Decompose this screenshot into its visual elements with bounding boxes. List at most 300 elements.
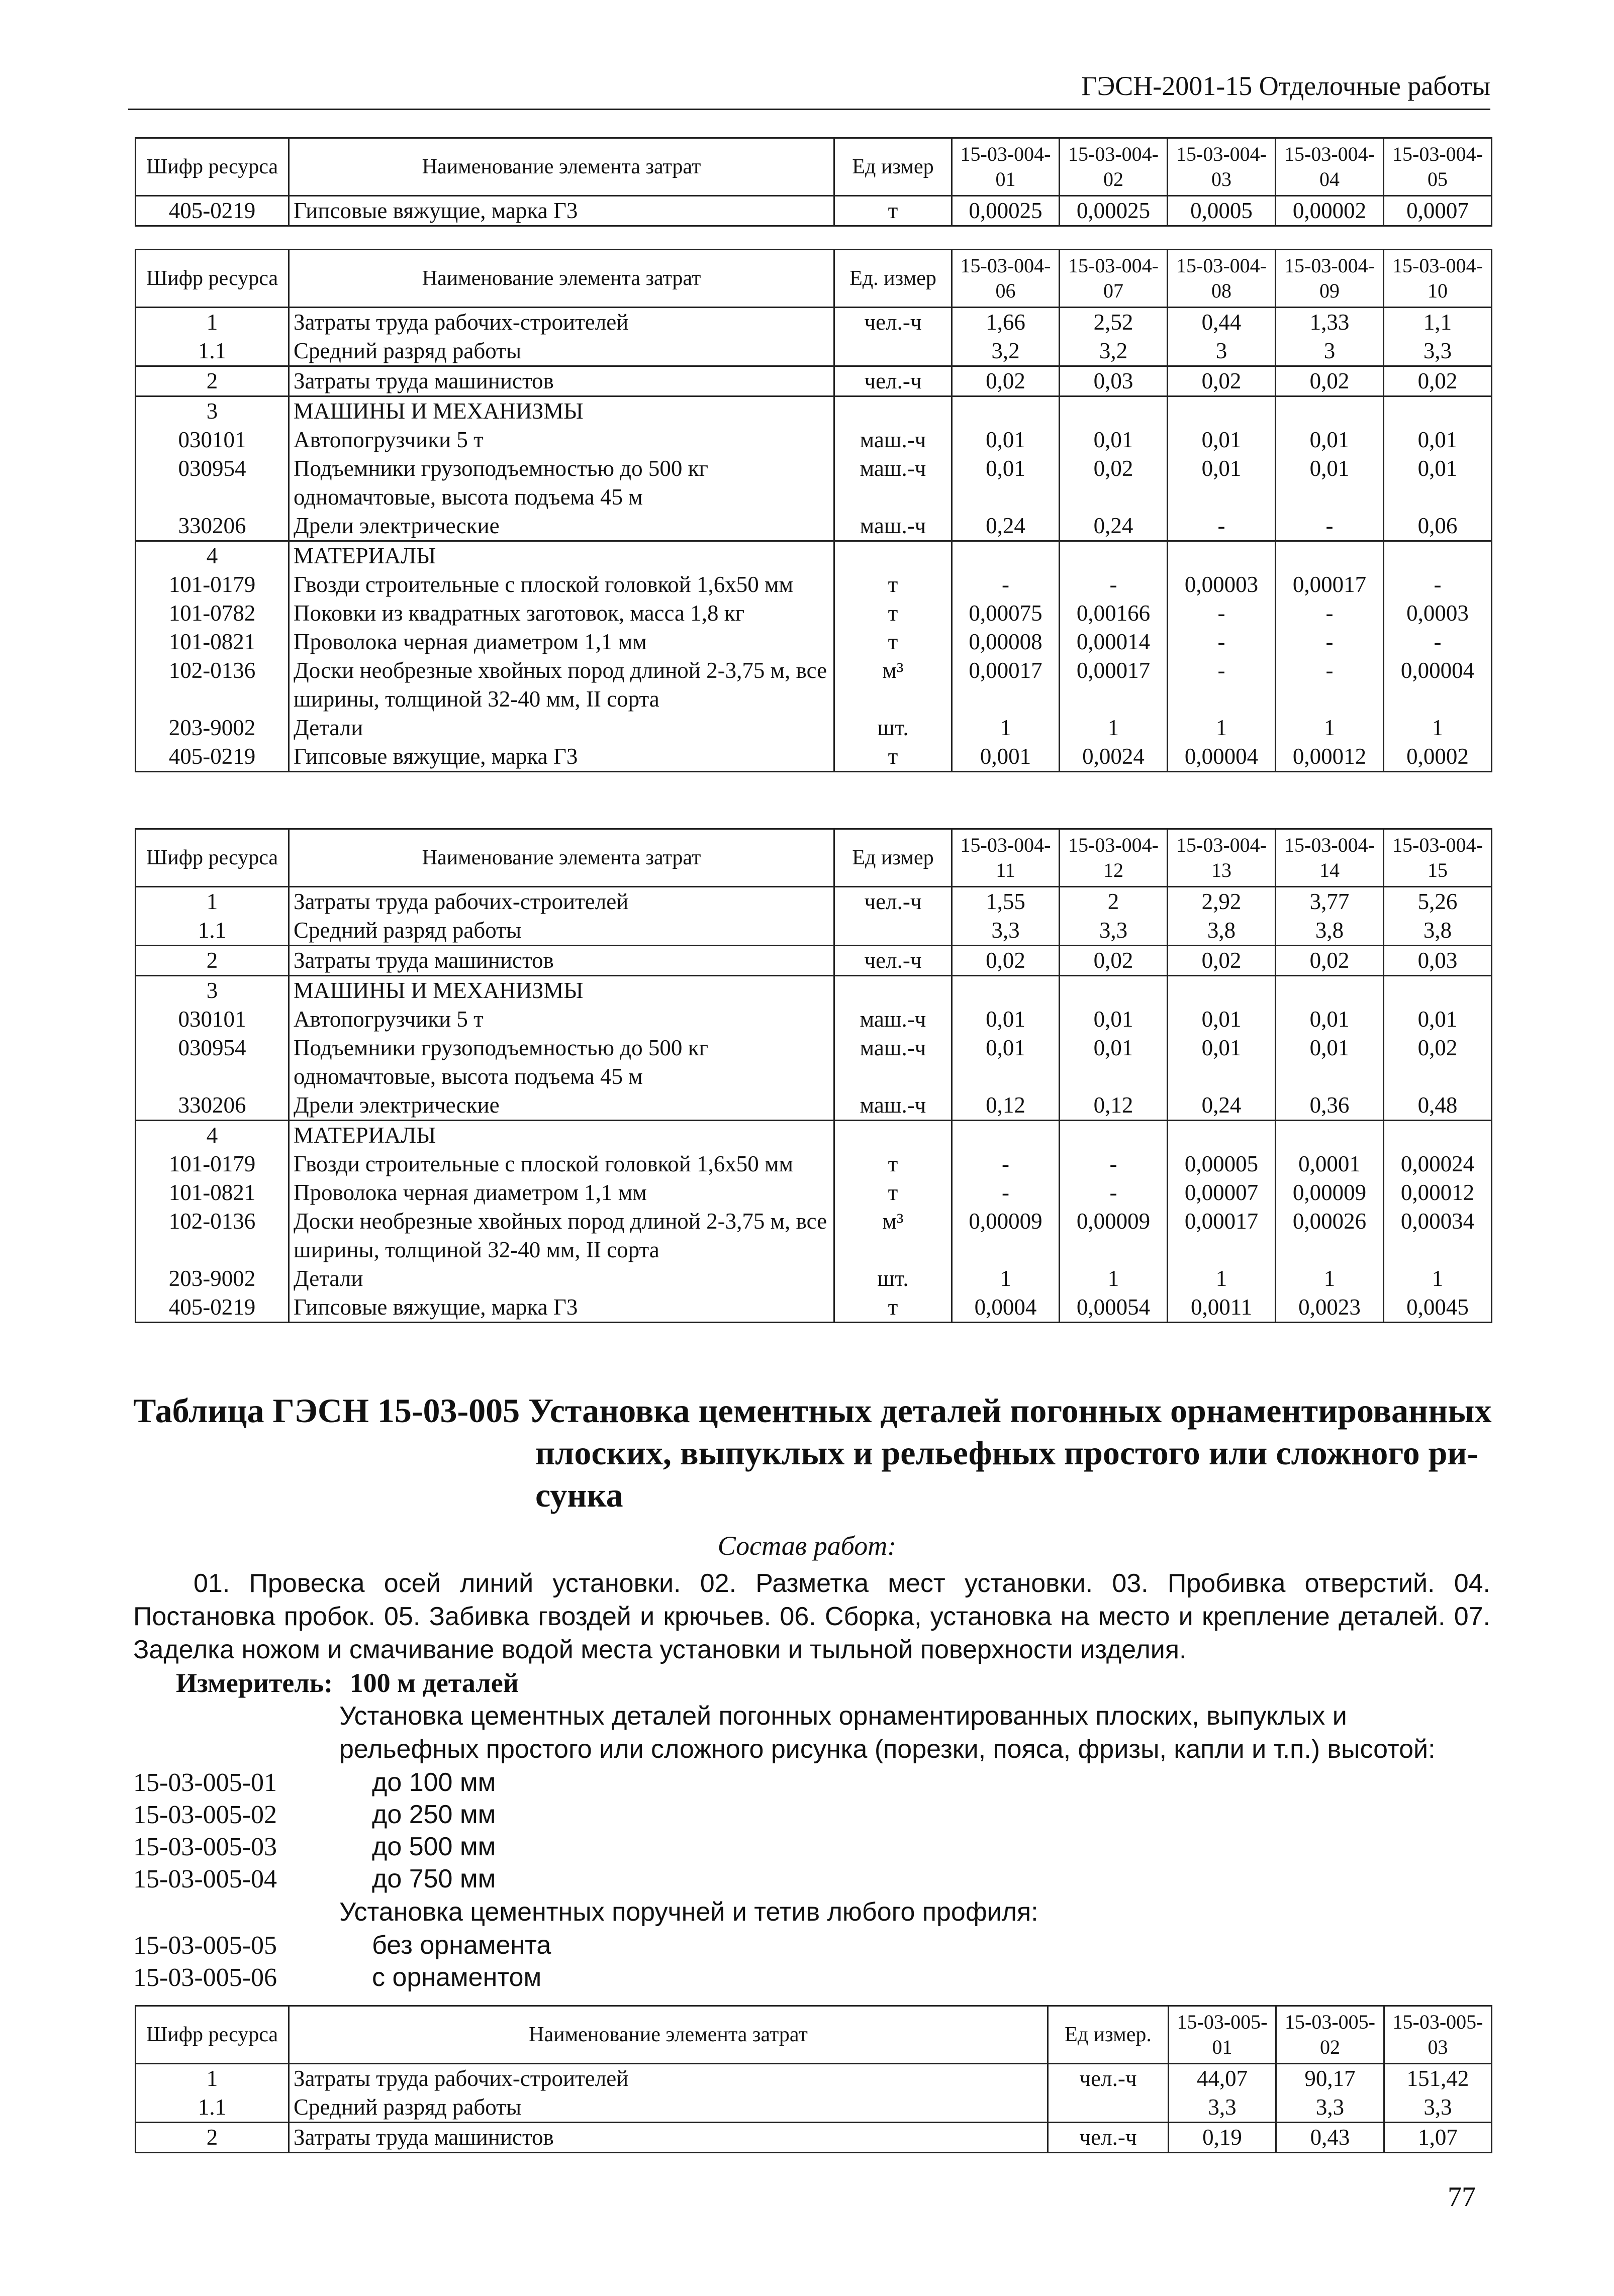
table-row (136, 656, 1492, 714)
row-value: 2,92 (1168, 887, 1276, 917)
row-value: 0,01 (1168, 426, 1276, 454)
header-code: Шифр ресурса (136, 2006, 289, 2064)
table-row (136, 308, 1492, 337)
row-value: 2 (1060, 887, 1168, 917)
header-column-code: 15-03-004-06 (952, 250, 1060, 308)
row-unit: т (834, 570, 952, 599)
row-value: 0,03 (1384, 946, 1492, 976)
table-header-row (136, 138, 1492, 196)
row-value: 3,2 (1060, 337, 1168, 366)
row-value (952, 1121, 1060, 1150)
row-value: 0,00017 (1276, 570, 1384, 599)
row-value (1384, 396, 1492, 426)
row-value: 1 (1276, 1264, 1384, 1293)
table-header-row (136, 250, 1492, 308)
row-name: Затраты труда машинистов (289, 2123, 1048, 2153)
table-row (136, 2093, 1492, 2123)
table-row (136, 541, 1492, 571)
header-column-code: 15-03-004-05 (1384, 138, 1492, 196)
row-name: Поковки из квадратных заготовок, масса 1,8 кг (289, 599, 834, 628)
row-name: МАТЕРИАЛЫ (289, 1121, 834, 1150)
row-name: Подъемники грузоподъемностью до 500 кг одномачтовые, высота подъема 45 м (289, 454, 834, 512)
row-value: 3,3 (1384, 2093, 1492, 2123)
row-value: 0,01 (952, 1005, 1060, 1034)
table-row (136, 454, 1492, 512)
row-value: 1,66 (952, 308, 1060, 337)
header-name: Наименование элемента затрат (289, 138, 834, 196)
row-code: 1 (136, 887, 289, 917)
row-value: 0,02 (1276, 946, 1384, 976)
row-code: 102-0136 (136, 656, 289, 714)
row-value: - (1276, 512, 1384, 541)
row-value: 3,3 (1060, 916, 1168, 946)
row-unit (834, 916, 952, 946)
list-item (133, 1961, 887, 1994)
row-value: 0,03 (1060, 366, 1168, 396)
row-value: 0,0023 (1276, 1293, 1384, 1323)
row-value (1060, 396, 1168, 426)
table-row (136, 2123, 1492, 2153)
row-name: Гвозди строительные с плоской головкой 1,6х50 мм (289, 1150, 834, 1178)
row-unit: маш.-ч (834, 426, 952, 454)
row-code: 203-9002 (136, 714, 289, 742)
row-name: Детали (289, 1264, 834, 1293)
item-code: 15-03-005-01 (133, 1768, 277, 1797)
row-unit: т (834, 1150, 952, 1178)
row-value: 0,43 (1276, 2123, 1384, 2153)
table-row (136, 1150, 1492, 1178)
row-unit: маш.-ч (834, 512, 952, 541)
row-value: 0,001 (952, 742, 1060, 772)
caption-line-1: Таблица ГЭСН 15-03-005 Установка цементных деталей погонных орнаментированных (133, 1391, 1492, 1430)
row-value: - (1276, 599, 1384, 628)
table-row (136, 916, 1492, 946)
item-code: 15-03-005-05 (133, 1931, 277, 1960)
row-value: 0,00017 (952, 656, 1060, 714)
row-unit: маш.-ч (834, 1005, 952, 1034)
row-value: 1 (1060, 1264, 1168, 1293)
row-code: 2 (136, 2123, 289, 2153)
row-code: 030101 (136, 426, 289, 454)
row-value: 0,02 (1384, 366, 1492, 396)
table-row (136, 1207, 1492, 1264)
header-column-code: 15-03-005-03 (1384, 2006, 1492, 2064)
row-name: Подъемники грузоподъемностью до 500 кг одномачтовые, высота подъема 45 м (289, 1034, 834, 1091)
row-value: 0,36 (1276, 1091, 1384, 1121)
row-unit: чел.-ч (1048, 2123, 1169, 2153)
table-row (136, 1034, 1492, 1091)
row-value (1276, 976, 1384, 1006)
row-value: 0,01 (1060, 1034, 1168, 1091)
row-unit: т (834, 742, 952, 772)
row-unit: т (834, 1293, 952, 1323)
header-column-code: 15-03-004-12 (1060, 829, 1168, 887)
row-value: 90,17 (1276, 2064, 1384, 2093)
row-unit: маш.-ч (834, 454, 952, 512)
caption-line-2: плоских, выпуклых и рельефных простого или сложного ри- (535, 1434, 1479, 1472)
row-value: 0,00017 (1060, 656, 1168, 714)
measure-line (176, 1667, 519, 1699)
row-value: 1 (1060, 714, 1168, 742)
row-value: 0,02 (1384, 1034, 1492, 1091)
table-row (136, 426, 1492, 454)
row-value: 0,01 (1384, 1005, 1492, 1034)
row-unit: чел.-ч (1048, 2064, 1169, 2093)
table-row (136, 196, 1492, 226)
row-value: 44,07 (1169, 2064, 1276, 2093)
row-value: 1,1 (1384, 308, 1492, 337)
row-value: - (1276, 656, 1384, 714)
table-row (136, 714, 1492, 742)
row-name: Доски необрезные хвойных пород длиной 2-3,75 м, все ширины, толщиной 32-40 мм, II сорта (289, 1207, 834, 1264)
row-value: 0,00026 (1276, 1207, 1384, 1264)
row-code: 405-0219 (136, 1293, 289, 1323)
row-value (1276, 541, 1384, 571)
row-value: - (1060, 570, 1168, 599)
row-name: Дрели электрические (289, 512, 834, 541)
header-column-code: 15-03-004-08 (1168, 250, 1276, 308)
row-value (952, 396, 1060, 426)
row-value: 0,00007 (1168, 1178, 1276, 1207)
page-number: 77 (1448, 2181, 1476, 2213)
row-code: 2 (136, 946, 289, 976)
row-unit: чел.-ч (834, 308, 952, 337)
row-value: 0,01 (1060, 426, 1168, 454)
row-value: - (1060, 1178, 1168, 1207)
row-value: 0,00009 (1276, 1178, 1384, 1207)
row-name: Автопогрузчики 5 т (289, 1005, 834, 1034)
row-name: Гипсовые вяжущие, марка Г3 (289, 742, 834, 772)
row-value: 0,0024 (1060, 742, 1168, 772)
table-row (136, 1091, 1492, 1121)
row-value (952, 541, 1060, 571)
row-value: 0,0005 (1168, 196, 1276, 226)
row-value: 3,8 (1276, 916, 1384, 946)
list-item (133, 1798, 887, 1832)
table-row (136, 1178, 1492, 1207)
item-text: до 500 мм (372, 1832, 496, 1861)
list-item (133, 1830, 887, 1864)
row-value (1168, 541, 1276, 571)
row-value: 1 (1384, 1264, 1492, 1293)
row-unit: м³ (834, 656, 952, 714)
row-value: - (1060, 1150, 1168, 1178)
row-unit (834, 337, 952, 366)
row-value: 3,3 (1169, 2093, 1276, 2123)
item-code: 15-03-005-06 (133, 1963, 277, 1992)
row-code: 101-0179 (136, 1150, 289, 1178)
row-value (1060, 976, 1168, 1006)
row-value (1384, 1121, 1492, 1150)
header-column-code: 15-03-004-10 (1384, 250, 1492, 308)
item-text: до 250 мм (372, 1800, 496, 1829)
table-row (136, 976, 1492, 1006)
row-value: 0,02 (1060, 454, 1168, 512)
row-value: - (1168, 628, 1276, 656)
row-value: 0,0003 (1384, 599, 1492, 628)
row-unit (834, 1121, 952, 1150)
row-value: 2,52 (1060, 308, 1168, 337)
row-value: 0,00005 (1168, 1150, 1276, 1178)
row-code: 101-0179 (136, 570, 289, 599)
row-code: 101-0821 (136, 628, 289, 656)
row-unit: т (834, 196, 952, 226)
item-text: с орнаментом (372, 1963, 542, 1992)
row-value: 1 (952, 1264, 1060, 1293)
row-code: 3 (136, 396, 289, 426)
row-name: Затраты труда рабочих-строителей (289, 2064, 1048, 2093)
table-header-row (136, 829, 1492, 887)
row-value: 3 (1276, 337, 1384, 366)
row-value: 0,01 (1384, 454, 1492, 512)
row-value: 0,12 (1060, 1091, 1168, 1121)
header-code: Шифр ресурса (136, 138, 289, 196)
item-text: без орнамента (372, 1931, 551, 1960)
row-value: 3,77 (1276, 887, 1384, 917)
header-unit: Ед измер (834, 829, 952, 887)
row-name: Проволока черная диаметром 1,1 мм (289, 628, 834, 656)
row-unit: т (834, 1178, 952, 1207)
row-code: 2 (136, 366, 289, 396)
header-column-code: 15-03-004-03 (1168, 138, 1276, 196)
row-value: 0,01 (1168, 1034, 1276, 1091)
table-row (136, 946, 1492, 976)
table-row (136, 2064, 1492, 2093)
row-value: - (1168, 599, 1276, 628)
row-value: 1 (1168, 1264, 1276, 1293)
row-code: 405-0219 (136, 742, 289, 772)
item-text: до 100 мм (372, 1768, 496, 1797)
header-column-code: 15-03-004-04 (1276, 138, 1384, 196)
row-value: - (952, 1178, 1060, 1207)
header-column-code: 15-03-005-02 (1276, 2006, 1384, 2064)
row-value: 0,00054 (1060, 1293, 1168, 1323)
row-value: 3,8 (1168, 916, 1276, 946)
header-column-code: 15-03-004-01 (952, 138, 1060, 196)
list-item (133, 1862, 887, 1896)
row-name: Автопогрузчики 5 т (289, 426, 834, 454)
item-code: 15-03-005-04 (133, 1865, 277, 1893)
header-column-code: 15-03-005-01 (1169, 2006, 1276, 2064)
row-name: Затраты труда рабочих-строителей (289, 887, 834, 917)
row-value: 0,0007 (1384, 196, 1492, 226)
table-row (136, 1121, 1492, 1150)
row-value: 0,00003 (1168, 570, 1276, 599)
row-code: 3 (136, 976, 289, 1006)
row-value: 0,02 (952, 366, 1060, 396)
row-unit: м³ (834, 1207, 952, 1264)
row-name: Дрели электрические (289, 1091, 834, 1121)
row-value: 0,01 (952, 426, 1060, 454)
resource-table-005-01-03 (135, 2005, 1492, 2153)
measure-value: 100 м деталей (349, 1668, 519, 1698)
row-name: МАШИНЫ И МЕХАНИЗМЫ (289, 396, 834, 426)
row-value: 0,00004 (1384, 656, 1492, 714)
header-column-code: 15-03-004-15 (1384, 829, 1492, 887)
row-value: 3,3 (1276, 2093, 1384, 2123)
row-unit (1048, 2093, 1169, 2123)
row-value: 0,02 (1168, 366, 1276, 396)
caption-line-3: сунка (535, 1476, 623, 1514)
row-name: Гипсовые вяжущие, марка Г3 (289, 1293, 834, 1323)
row-value: 1 (1276, 714, 1384, 742)
resource-table-004-01-05 (135, 137, 1492, 227)
row-value: 0,24 (1060, 512, 1168, 541)
row-value: 0,01 (1276, 1034, 1384, 1091)
row-unit: т (834, 628, 952, 656)
row-value: 0,00012 (1276, 742, 1384, 772)
header-column-code: 15-03-004-11 (952, 829, 1060, 887)
row-value: 0,12 (952, 1091, 1060, 1121)
row-value: 0,01 (952, 1034, 1060, 1091)
row-unit: чел.-ч (834, 887, 952, 917)
row-value: 0,24 (952, 512, 1060, 541)
row-unit: шт. (834, 714, 952, 742)
row-unit: шт. (834, 1264, 952, 1293)
row-value: 3 (1168, 337, 1276, 366)
row-value: - (952, 1150, 1060, 1178)
row-value: - (1168, 512, 1276, 541)
resource-table-004-11-15 (135, 828, 1492, 1323)
row-value: 0,01 (1384, 426, 1492, 454)
row-code: 030101 (136, 1005, 289, 1034)
row-name: Затраты труда машинистов (289, 366, 834, 396)
row-value: 0,00004 (1168, 742, 1276, 772)
row-code: 102-0136 (136, 1207, 289, 1264)
row-value: 0,01 (1060, 1005, 1168, 1034)
row-value: 0,0011 (1168, 1293, 1276, 1323)
row-value: 0,02 (952, 946, 1060, 976)
row-value (1060, 1121, 1168, 1150)
header-name: Наименование элемента затрат (289, 2006, 1048, 2064)
header-column-code: 15-03-004-14 (1276, 829, 1384, 887)
row-value: 1 (1384, 714, 1492, 742)
row-code: 203-9002 (136, 1264, 289, 1293)
table-row (136, 887, 1492, 917)
row-code: 1.1 (136, 337, 289, 366)
row-value: 151,42 (1384, 2064, 1492, 2093)
row-unit: чел.-ч (834, 946, 952, 976)
row-code: 030954 (136, 1034, 289, 1091)
row-value: 3,3 (952, 916, 1060, 946)
row-value (1276, 1121, 1384, 1150)
row-name: Затраты труда машинистов (289, 946, 834, 976)
row-unit: т (834, 599, 952, 628)
row-value (1276, 396, 1384, 426)
table-row (136, 396, 1492, 426)
row-value: 0,00017 (1168, 1207, 1276, 1264)
row-code: 330206 (136, 512, 289, 541)
row-value: - (952, 570, 1060, 599)
row-code: 330206 (136, 1091, 289, 1121)
row-name: Средний разряд работы (289, 916, 834, 946)
list-item (133, 1929, 887, 1962)
row-value: 0,00009 (952, 1207, 1060, 1264)
row-unit (834, 976, 952, 1006)
row-value: 0,06 (1384, 512, 1492, 541)
row-value (1060, 541, 1168, 571)
row-code: 4 (136, 541, 289, 571)
table-header-row (136, 2006, 1492, 2064)
item-code: 15-03-005-03 (133, 1833, 277, 1861)
header-code: Шифр ресурса (136, 250, 289, 308)
row-value: 0,19 (1169, 2123, 1276, 2153)
row-name: Гипсовые вяжущие, марка Г3 (289, 196, 834, 226)
row-value: 0,00012 (1384, 1178, 1492, 1207)
row-code: 1 (136, 308, 289, 337)
row-code: 101-0821 (136, 1178, 289, 1207)
row-value: 3,3 (1384, 337, 1492, 366)
row-value: 0,00075 (952, 599, 1060, 628)
row-value: 0,00008 (952, 628, 1060, 656)
row-value: 0,02 (1060, 946, 1168, 976)
row-value (1384, 541, 1492, 571)
item-text: до 750 мм (372, 1864, 496, 1893)
row-value: - (1168, 656, 1276, 714)
item-code: 15-03-005-02 (133, 1801, 277, 1829)
row-unit: маш.-ч (834, 1034, 952, 1091)
row-name: Средний разряд работы (289, 337, 834, 366)
table-row (136, 599, 1492, 628)
row-value: - (1384, 628, 1492, 656)
header-name: Наименование элемента затрат (289, 250, 834, 308)
row-code: 101-0782 (136, 599, 289, 628)
row-unit: маш.-ч (834, 1091, 952, 1121)
row-value: 0,00002 (1276, 196, 1384, 226)
header-column-code: 15-03-004-13 (1168, 829, 1276, 887)
row-name: Затраты труда рабочих-строителей (289, 308, 834, 337)
table-row (136, 742, 1492, 772)
row-value: 0,0001 (1276, 1150, 1384, 1178)
row-value: 1 (1168, 714, 1276, 742)
row-value: 0,02 (1276, 366, 1384, 396)
row-value: 0,00024 (1384, 1150, 1492, 1178)
row-value: - (1276, 628, 1384, 656)
row-unit: чел.-ч (834, 366, 952, 396)
row-value: 3,8 (1384, 916, 1492, 946)
row-code: 1 (136, 2064, 289, 2093)
row-value: 0,01 (1168, 1005, 1276, 1034)
row-value (1168, 976, 1276, 1006)
row-value: 0,00025 (1060, 196, 1168, 226)
row-value: 0,48 (1384, 1091, 1492, 1121)
row-value: 1,07 (1384, 2123, 1492, 2153)
row-value: 3,2 (952, 337, 1060, 366)
row-value: 0,00025 (952, 196, 1060, 226)
table-row (136, 366, 1492, 396)
row-value: 0,00014 (1060, 628, 1168, 656)
header-column-code: 15-03-004-09 (1276, 250, 1384, 308)
list-item (133, 1766, 887, 1800)
header-unit: Ед измер (834, 138, 952, 196)
row-name: Доски необрезные хвойных пород длиной 2-3,75 м, все ширины, толщиной 32-40 мм, II сорта (289, 656, 834, 714)
row-value: 0,02 (1168, 946, 1276, 976)
row-code: 4 (136, 1121, 289, 1150)
description-1: Установка цементных деталей погонных орнаментированных плоских, выпуклых и рельефных простого или сложного рисунка (порезки, пояса, фризы, капли и т.п.) высотой: (339, 1702, 1436, 1764)
row-value: 0,01 (1276, 1005, 1384, 1034)
row-unit (834, 396, 952, 426)
header-column-code: 15-03-004-07 (1060, 250, 1168, 308)
row-value (1168, 396, 1276, 426)
table-row (136, 337, 1492, 366)
row-unit (834, 541, 952, 571)
row-value: 0,0002 (1384, 742, 1492, 772)
table-caption (133, 1389, 1495, 1516)
row-value (1168, 1121, 1276, 1150)
row-value: 0,01 (1276, 426, 1384, 454)
measure-label: Измеритель: (176, 1668, 333, 1698)
header-name: Наименование элемента затрат (289, 829, 834, 887)
